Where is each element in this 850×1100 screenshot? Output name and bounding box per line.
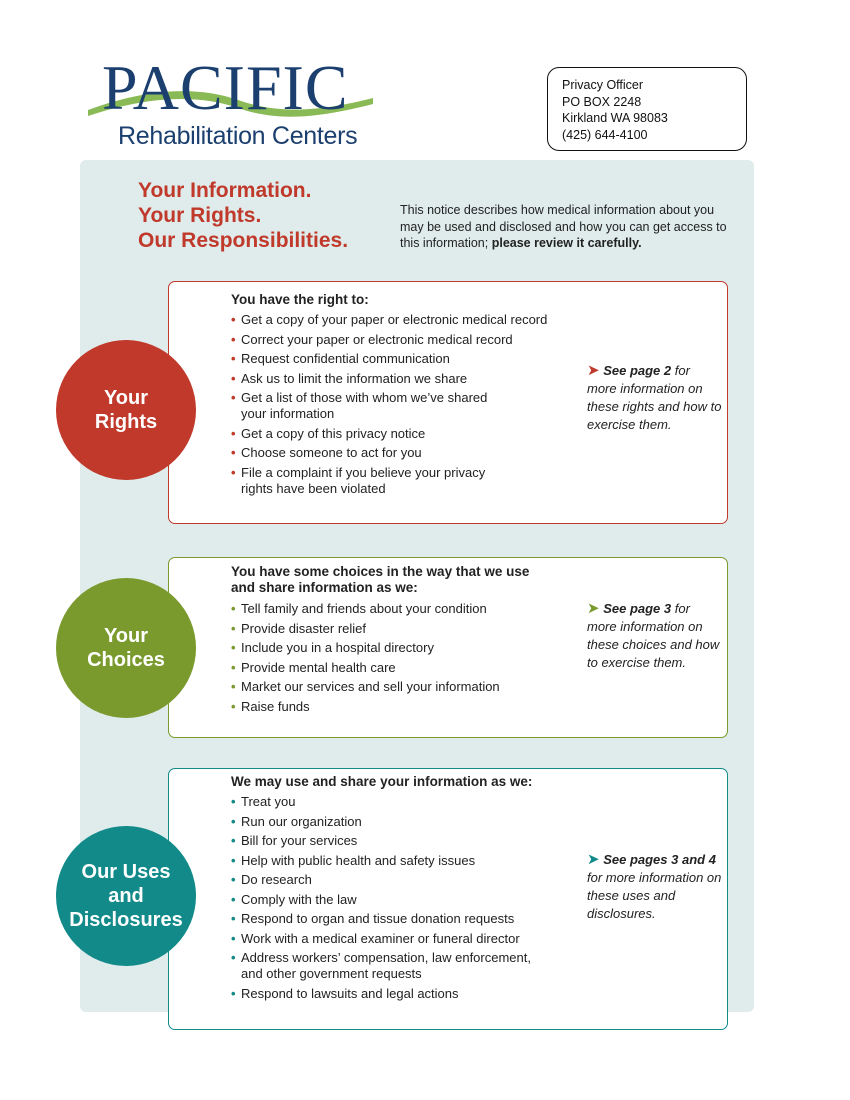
arrow-icon: ➤ — [587, 851, 600, 868]
list-item: • Run our organization — [231, 813, 362, 829]
list-item: • Work with a medical examiner or funeral director — [231, 930, 520, 946]
list-item: • Request confidential communication — [231, 351, 450, 366]
list-item: • Help with public health and safety issues — [231, 852, 476, 868]
choices-section — [168, 557, 728, 738]
headline-line: Our Responsibilities. — [138, 229, 349, 252]
list-item: • Get a list of those with whom we’ve shared your information — [231, 390, 488, 421]
list-item: • Choose someone to act for you — [231, 445, 422, 460]
headline-line: Your Rights. — [138, 204, 262, 227]
address-line: PO BOX 2248 — [562, 94, 642, 109]
address-line: (425) 644-4100 — [562, 127, 648, 142]
choices-list — [231, 601, 571, 718]
uses-section — [168, 768, 728, 1030]
intro-text: This notice describes how medical information about you may be used and disclosed and how you can get access to this information; — [400, 203, 727, 250]
uses-circle: Our Uses and Disclosures — [56, 826, 196, 966]
choices-title: You have some choices in the way that we use and share information as we: — [231, 564, 530, 595]
rights-page-note: ➤ See page 2 for more information on these rights and how to exercise them. — [587, 362, 722, 432]
list-item: • Correct your paper or electronic medical record — [231, 331, 513, 347]
rights-title: You have the right to: — [231, 292, 369, 307]
list-item: • Comply with the law — [231, 891, 357, 907]
list-item: • Treat you — [231, 794, 296, 809]
list-item: • Get a copy of your paper or electronic medical record — [231, 312, 548, 327]
logo — [88, 52, 373, 157]
rights-circle: Your Rights — [56, 340, 196, 480]
list-item: • Raise funds — [231, 698, 310, 714]
uses-title: We may use and share your information as we: — [231, 774, 533, 789]
address-line: Kirkland WA 98083 — [562, 111, 668, 125]
uses-list — [231, 794, 571, 1005]
choices-circle: Your Choices — [56, 578, 196, 718]
list-item: • Provide disaster relief — [231, 620, 366, 636]
list-item: • Bill for your services — [231, 833, 358, 848]
uses-page-note: ➤ See pages 3 and 4 for more information on these uses and disclosures. — [587, 851, 722, 921]
list-item: • Do research — [231, 872, 312, 887]
list-item: • Respond to organ and tissue donation requests — [231, 911, 515, 926]
contact-address-box — [547, 67, 747, 151]
list-item: • Get a copy of this privacy notice — [231, 425, 426, 441]
choices-page-note: ➤ See page 3 for more information on these choices and how to exercise them. — [587, 600, 720, 670]
page-headline — [138, 178, 348, 253]
logo-subtitle: Rehabilitation Centers — [118, 122, 358, 150]
list-item: • Address workers’ compensation, law enforcement, and other government requests — [231, 950, 531, 981]
list-item: • Respond to lawsuits and legal actions — [231, 985, 459, 1001]
headline-line: Your Information. — [138, 179, 312, 202]
list-item: • Tell family and friends about your condition — [231, 601, 487, 616]
list-item: • Ask us to limit the information we share — [231, 370, 468, 386]
list-item: • Market our services and sell your information — [231, 679, 500, 694]
intro-notice — [400, 202, 735, 252]
list-item: • File a complaint if you believe your privacy rights have been violated — [231, 464, 486, 496]
intro-bold-text: please review it carefully. — [491, 236, 642, 250]
arrow-icon: ➤ — [587, 362, 600, 379]
rights-section — [168, 281, 728, 524]
list-item: • Provide mental health care — [231, 659, 396, 675]
list-item: • Include you in a hospital directory — [231, 640, 434, 655]
arrow-icon: ➤ — [587, 600, 600, 617]
rights-list — [231, 312, 571, 500]
logo-wordmark: PACIFIC — [102, 52, 349, 123]
address-line: Privacy Officer — [562, 78, 644, 92]
